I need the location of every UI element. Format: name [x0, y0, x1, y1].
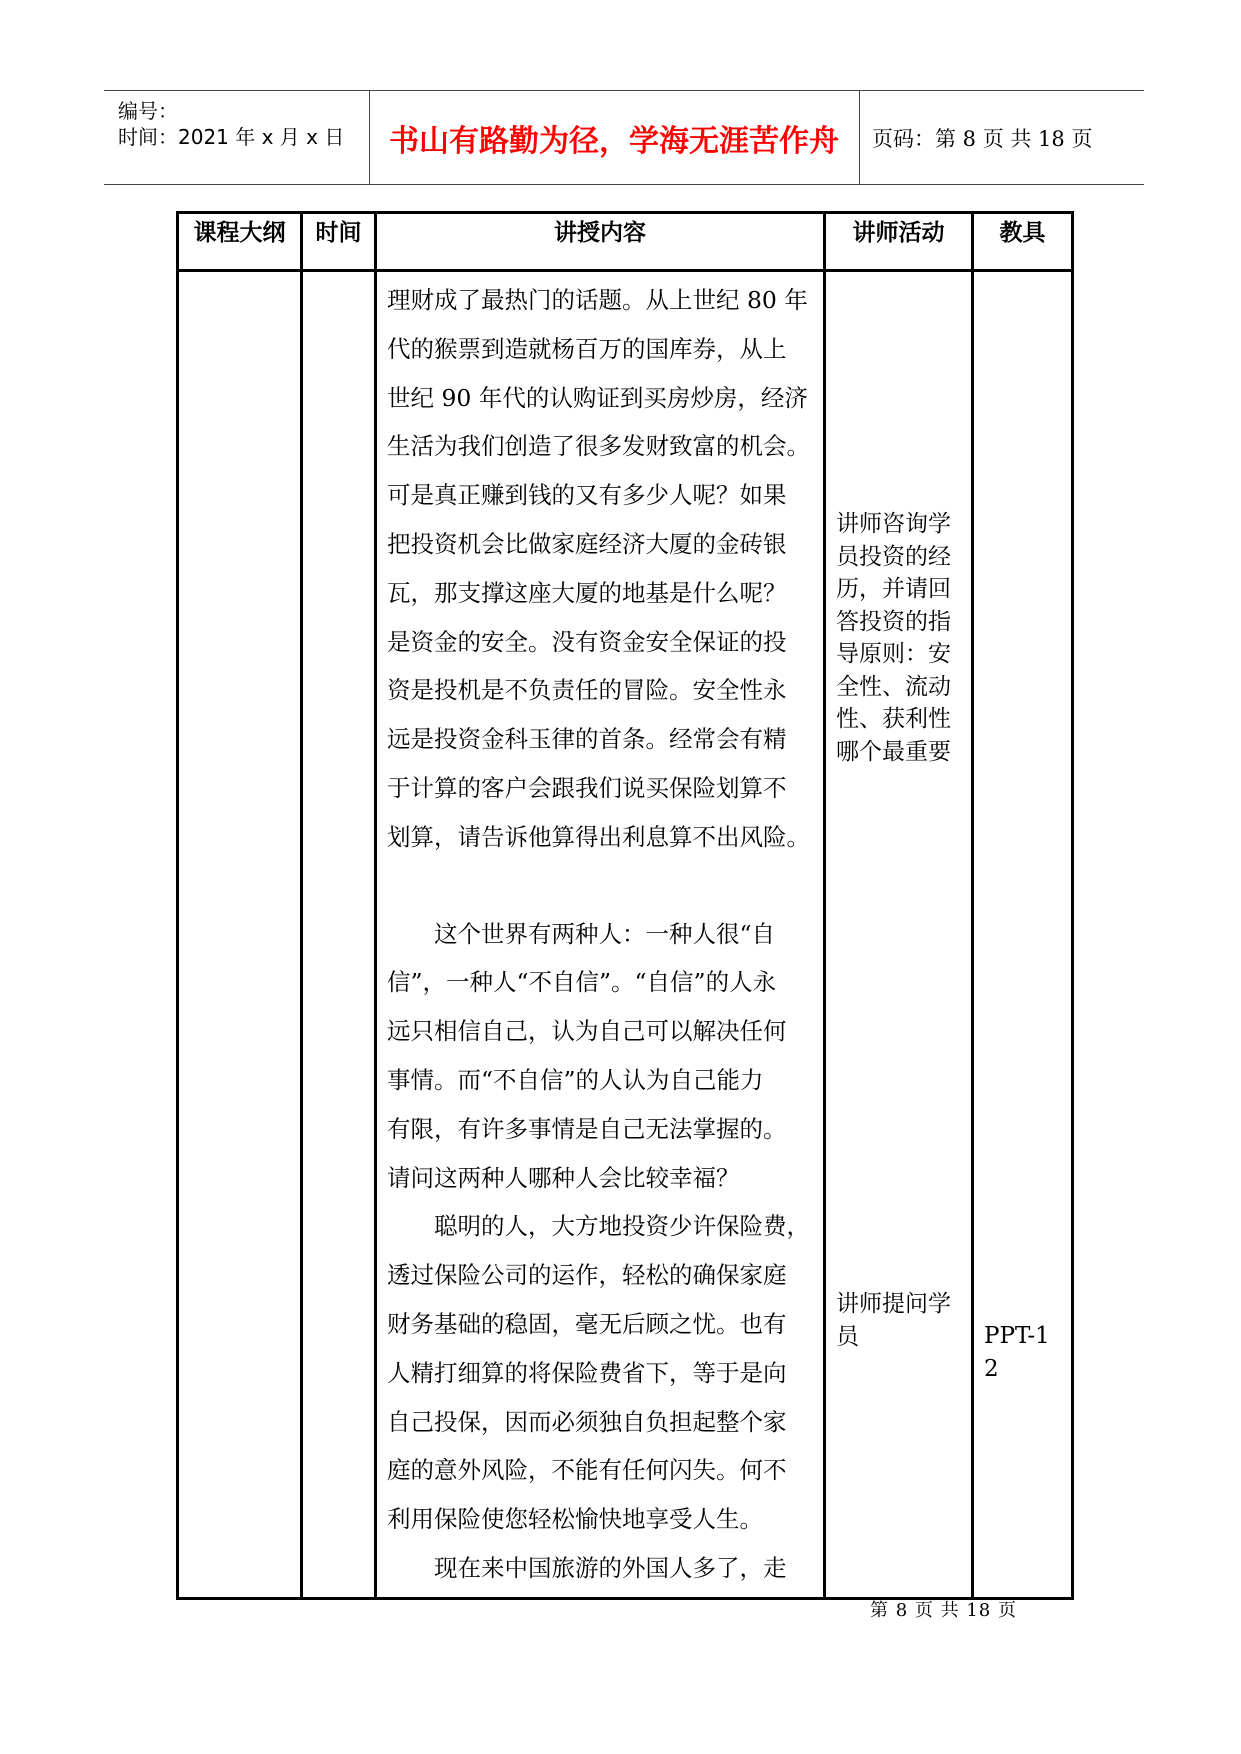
time-cell: [302, 271, 376, 1599]
content-line: 有限，有许多事情是自己无法掌握的。: [387, 1114, 787, 1143]
content-line: 是资金的安全。没有资金安全保证的投: [387, 627, 787, 656]
outline-cell: [178, 271, 302, 1599]
tool-note-1: PPT-12: [984, 1323, 1050, 1382]
content-line: 人精打细算的将保险费省下，等于是向: [387, 1358, 787, 1387]
activity-column: [826, 272, 971, 1597]
content-line: 这个世界有两种人：一种人很“自: [387, 919, 776, 948]
page-header: [104, 90, 1144, 185]
content-line: 透过保险公司的运作，轻松的确保家庭: [387, 1261, 787, 1290]
tools-cell: [973, 271, 1073, 1599]
content-line: 利用保险使您轻松愉快地享受人生。: [387, 1505, 763, 1534]
content-line: 事情。而“不自信”的人认为自己能力: [387, 1065, 764, 1094]
activity-cell: [825, 271, 973, 1599]
col-tools: 教具: [973, 213, 1073, 271]
page-footer: 第 8 页 共 18 页: [870, 1600, 1017, 1621]
time-label: 时间：2021 年 x 月 x 日: [118, 125, 345, 149]
content-line: 自己投保，因而必须独自负担起整个家: [387, 1407, 787, 1436]
content-line: 世纪 90 年代的认购证到买房炒房，经济: [387, 383, 808, 412]
col-activity: 讲师活动: [825, 213, 973, 271]
table-row: [178, 271, 1073, 1599]
number-label: 编号：: [118, 99, 178, 123]
table-header-row: [178, 213, 1073, 271]
content-line: 请问这两种人哪种人会比较幸福？: [387, 1163, 740, 1192]
paragraph-gap: [387, 862, 815, 910]
content-line: 把投资机会比做家庭经济大厦的金砖银: [387, 529, 787, 558]
content-line: 可是真正赚到钱的又有多少人呢？如果: [387, 481, 787, 510]
content-cell: [376, 271, 825, 1599]
header-meta: [104, 91, 370, 184]
content-line: 理财成了最热门的话题。从上世纪 80 年: [387, 286, 808, 314]
content-line: 生活为我们创造了很多发财致富的机会。: [387, 432, 810, 461]
content-line: 资是投机是不负责任的冒险。安全性永: [387, 676, 787, 705]
content-line: 代的猴票到造就杨百万的国库券，从上: [387, 334, 787, 363]
content-line: 聪明的人，大方地投资少许保险费，: [387, 1212, 810, 1241]
motto: 书山有路勤为径，学海无涯苦作舟: [369, 91, 860, 184]
content-line: 庭的意外风险，不能有任何闪失。何不: [387, 1456, 787, 1485]
course-table: [176, 211, 1074, 1600]
page-number-label: 页码：第 8 页 共 18 页: [872, 126, 1093, 151]
col-time: 时间: [302, 213, 376, 271]
col-outline: 课程大纲: [178, 213, 302, 271]
activity-note-1: 讲师咨询学员投资的经历，并请回答投资的指导原则：安全性、流动性、获利性哪个最重要: [836, 511, 951, 765]
content-line: 于计算的客户会跟我们说买保险划算不: [387, 773, 787, 802]
content-line: 划算，请告诉他算得出利息算不出风险。: [387, 822, 810, 851]
content-line: 信”，一种人“不自信”。“自信”的人永: [387, 968, 777, 997]
tools-column: [974, 272, 1071, 1597]
activity-note-2: 讲师提问学员: [836, 1291, 951, 1350]
content-line: 远只相信自己，认为自己可以解决任何: [387, 1017, 787, 1046]
content-line: 现在来中国旅游的外国人多了，走: [387, 1553, 787, 1582]
content-line: 瓦，那支撑这座大厦的地基是什么呢？: [387, 578, 787, 607]
col-content: 讲授内容: [376, 213, 825, 271]
content-line: 财务基础的稳固，毫无后顾之忧。也有: [387, 1309, 787, 1338]
content-text: [377, 272, 823, 1593]
content-line: 远是投资金科玉律的首条。经常会有精: [387, 725, 787, 754]
